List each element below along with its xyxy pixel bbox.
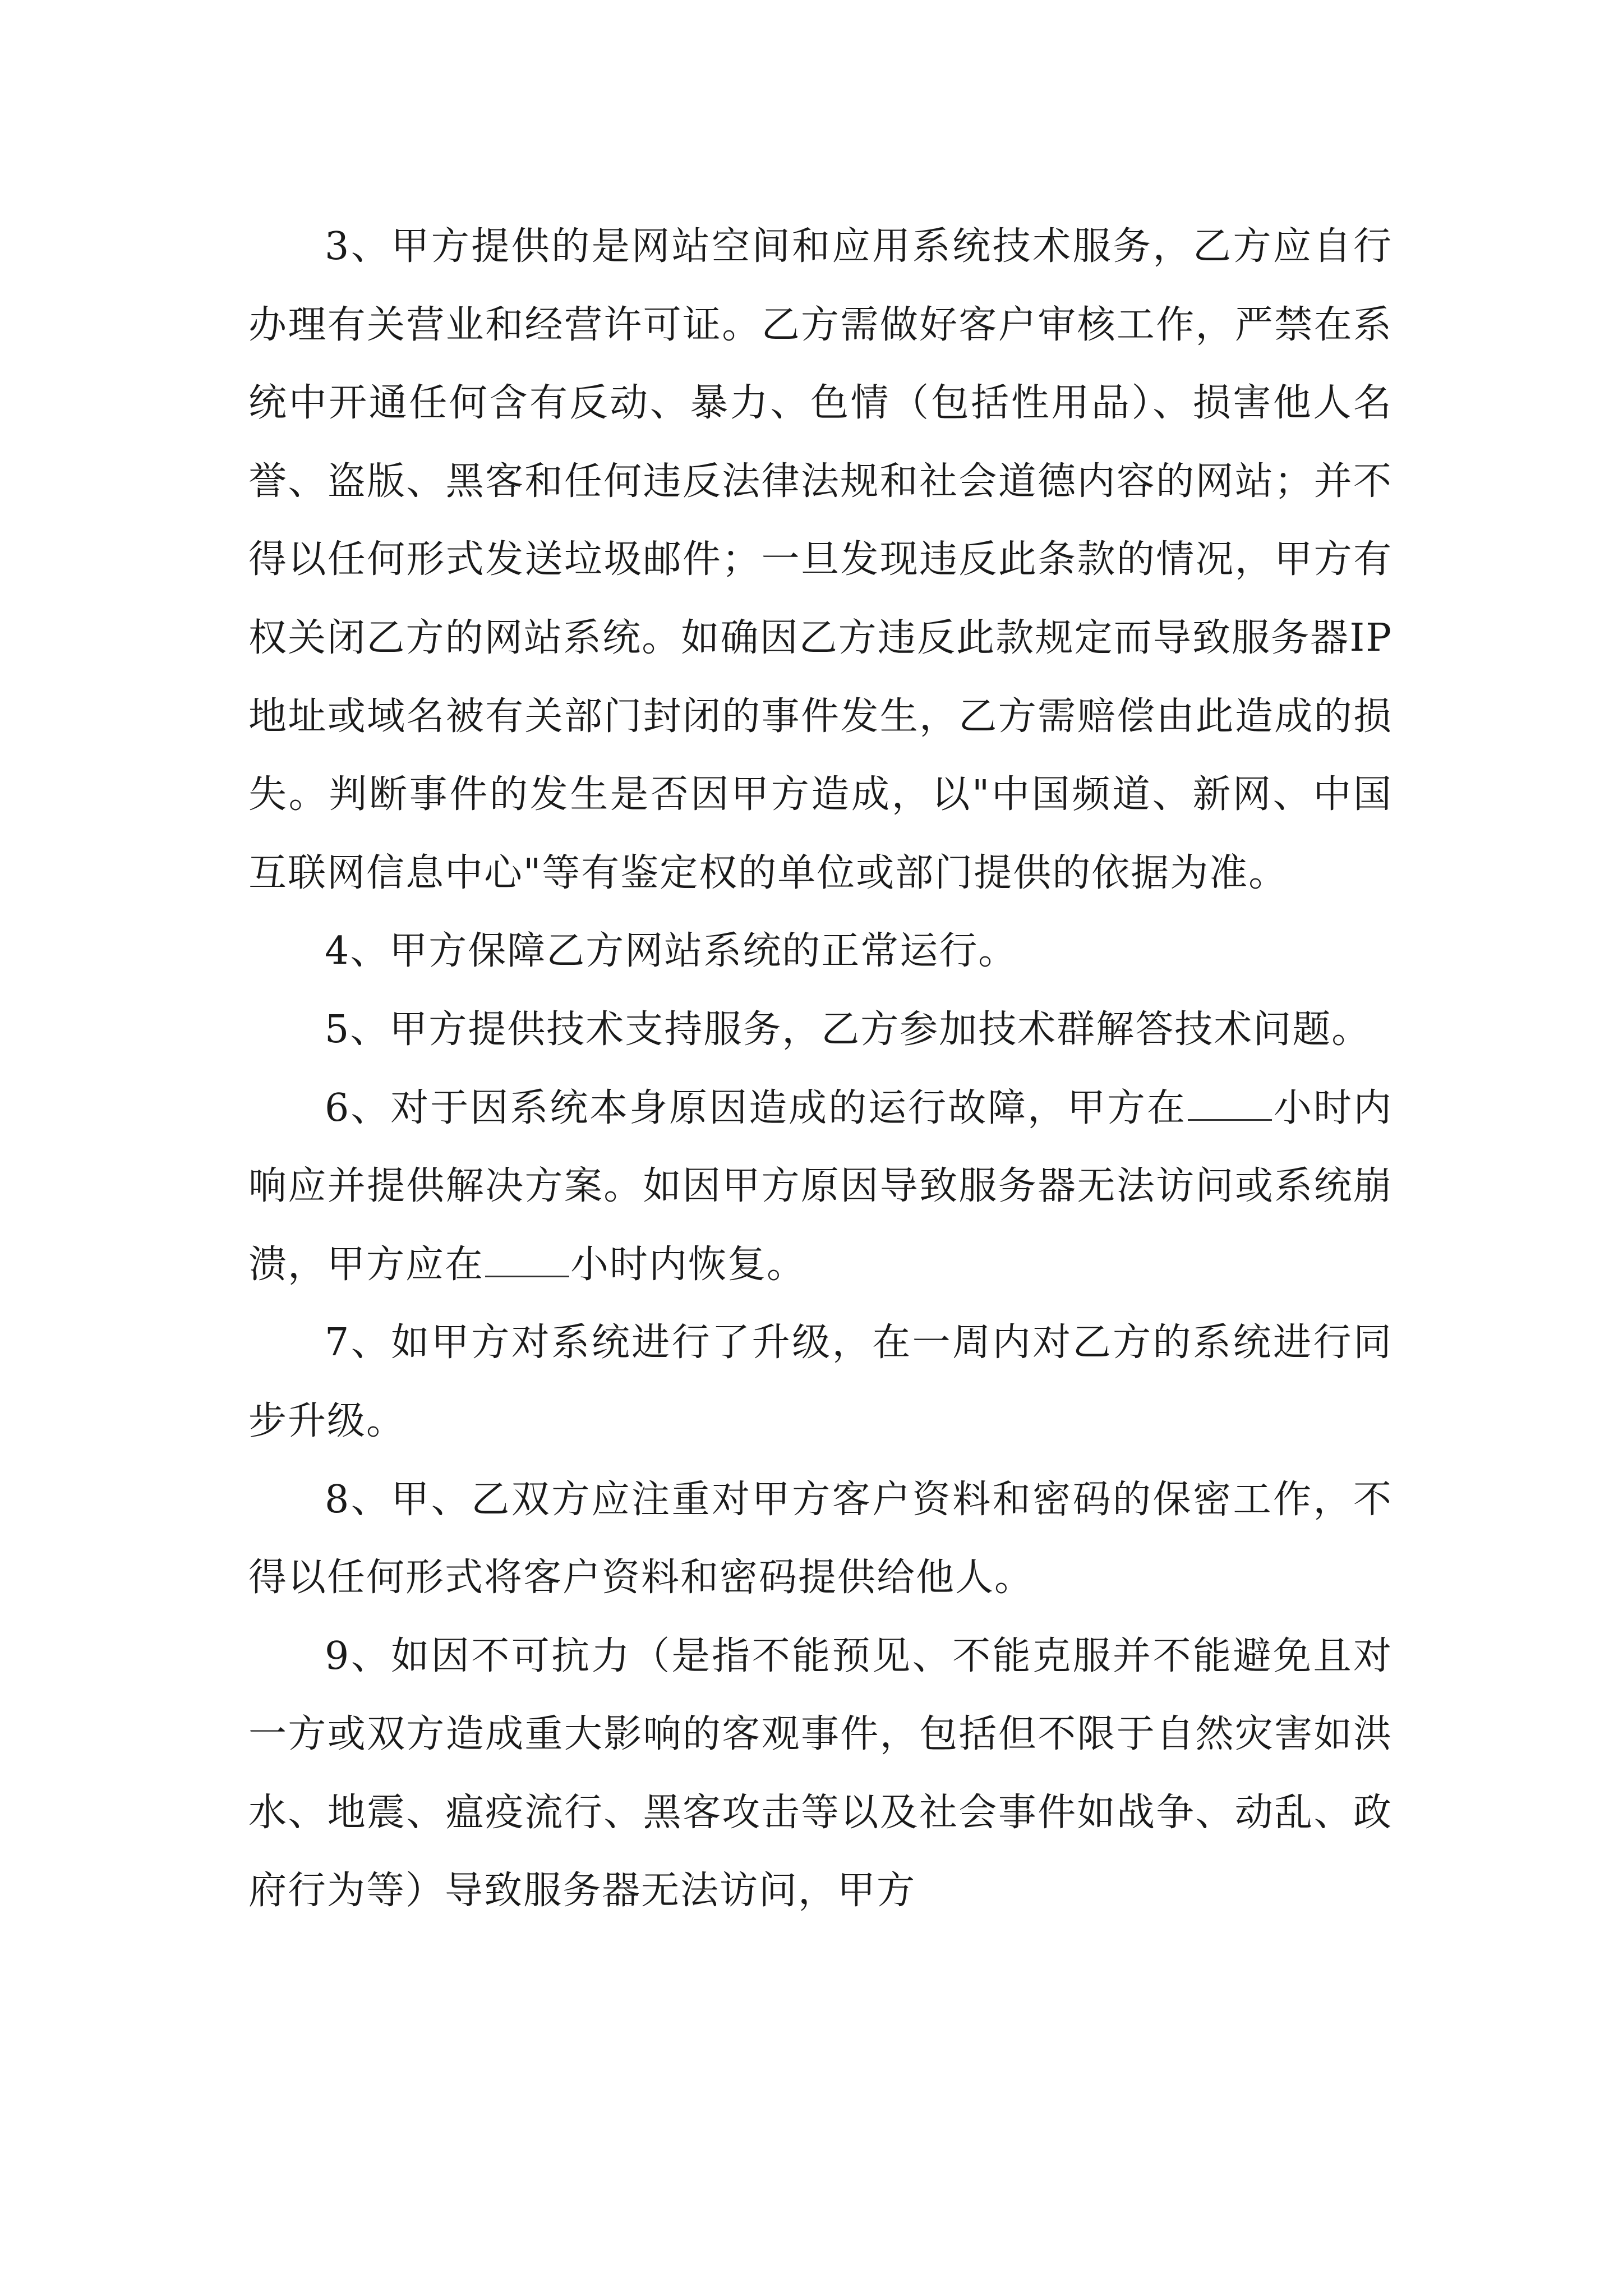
clause-6	[248, 1069, 1393, 1304]
document-body	[248, 208, 1393, 1930]
fill-blank-recovery-hours	[485, 1237, 569, 1277]
clause-3: 3、甲方提供的是网站空间和应用系统技术服务，乙方应自行办理有关营业和经营许可证。乙方需做好客户审核工作，严禁在系统中开通任何含有反动、暴力、色情（包括性用品）、损害他人名誉、盗版、黑客和任何违反法律法规和社会道德内容的网站；并不得以任何形式发送垃圾邮件；一旦发现违反此条款的情况，甲方有权关闭乙方的网站系统。如确因乙方违反此款规定而导致服务器IP地址或域名被有关部门封闭的事件发生，乙方需赔偿由此造成的损失。判断事件的发生是否因甲方造成，以"中国频道、新网、中国互联网信息中心"等有鉴定权的单位或部门提供的依据为准。	[248, 224, 1393, 895]
clause-8: 8、甲、乙双方应注重对甲方客户资料和密码的保密工作，不得以任何形式将客户资料和密码提供给他人。	[248, 1477, 1393, 1600]
clause-4: 4、甲方保障乙方网站系统的正常运行。	[325, 929, 1018, 974]
clause-6-part-2: 小时内响应并提供解决方案。如因甲方原因导致服务器无法访问或系统崩溃，甲方应在	[248, 1085, 1393, 1287]
fill-blank-response-hours	[1188, 1081, 1272, 1121]
clause-6-part-3: 小时内恢复。	[570, 1242, 806, 1287]
clause-9: 9、如因不可抗力（是指不能预见、不能克服并不能避免且对一方或双方造成重大影响的客观事件，包括但不限于自然灾害如洪水、地震、瘟疫流行、黑客攻击等以及社会事件如战争、动乱、政府行为等）导致服务器无法访问，甲方	[248, 1634, 1393, 1913]
clause-5: 5、甲方提供技术支持服务，乙方参加技术群解答技术问题。	[325, 1007, 1371, 1052]
clause-7: 7、如甲方对系统进行了升级，在一周内对乙方的系统进行同步升级。	[248, 1320, 1393, 1443]
clause-6-part-1: 6、对于因系统本身原因造成的运行故障，甲方在	[325, 1085, 1187, 1130]
